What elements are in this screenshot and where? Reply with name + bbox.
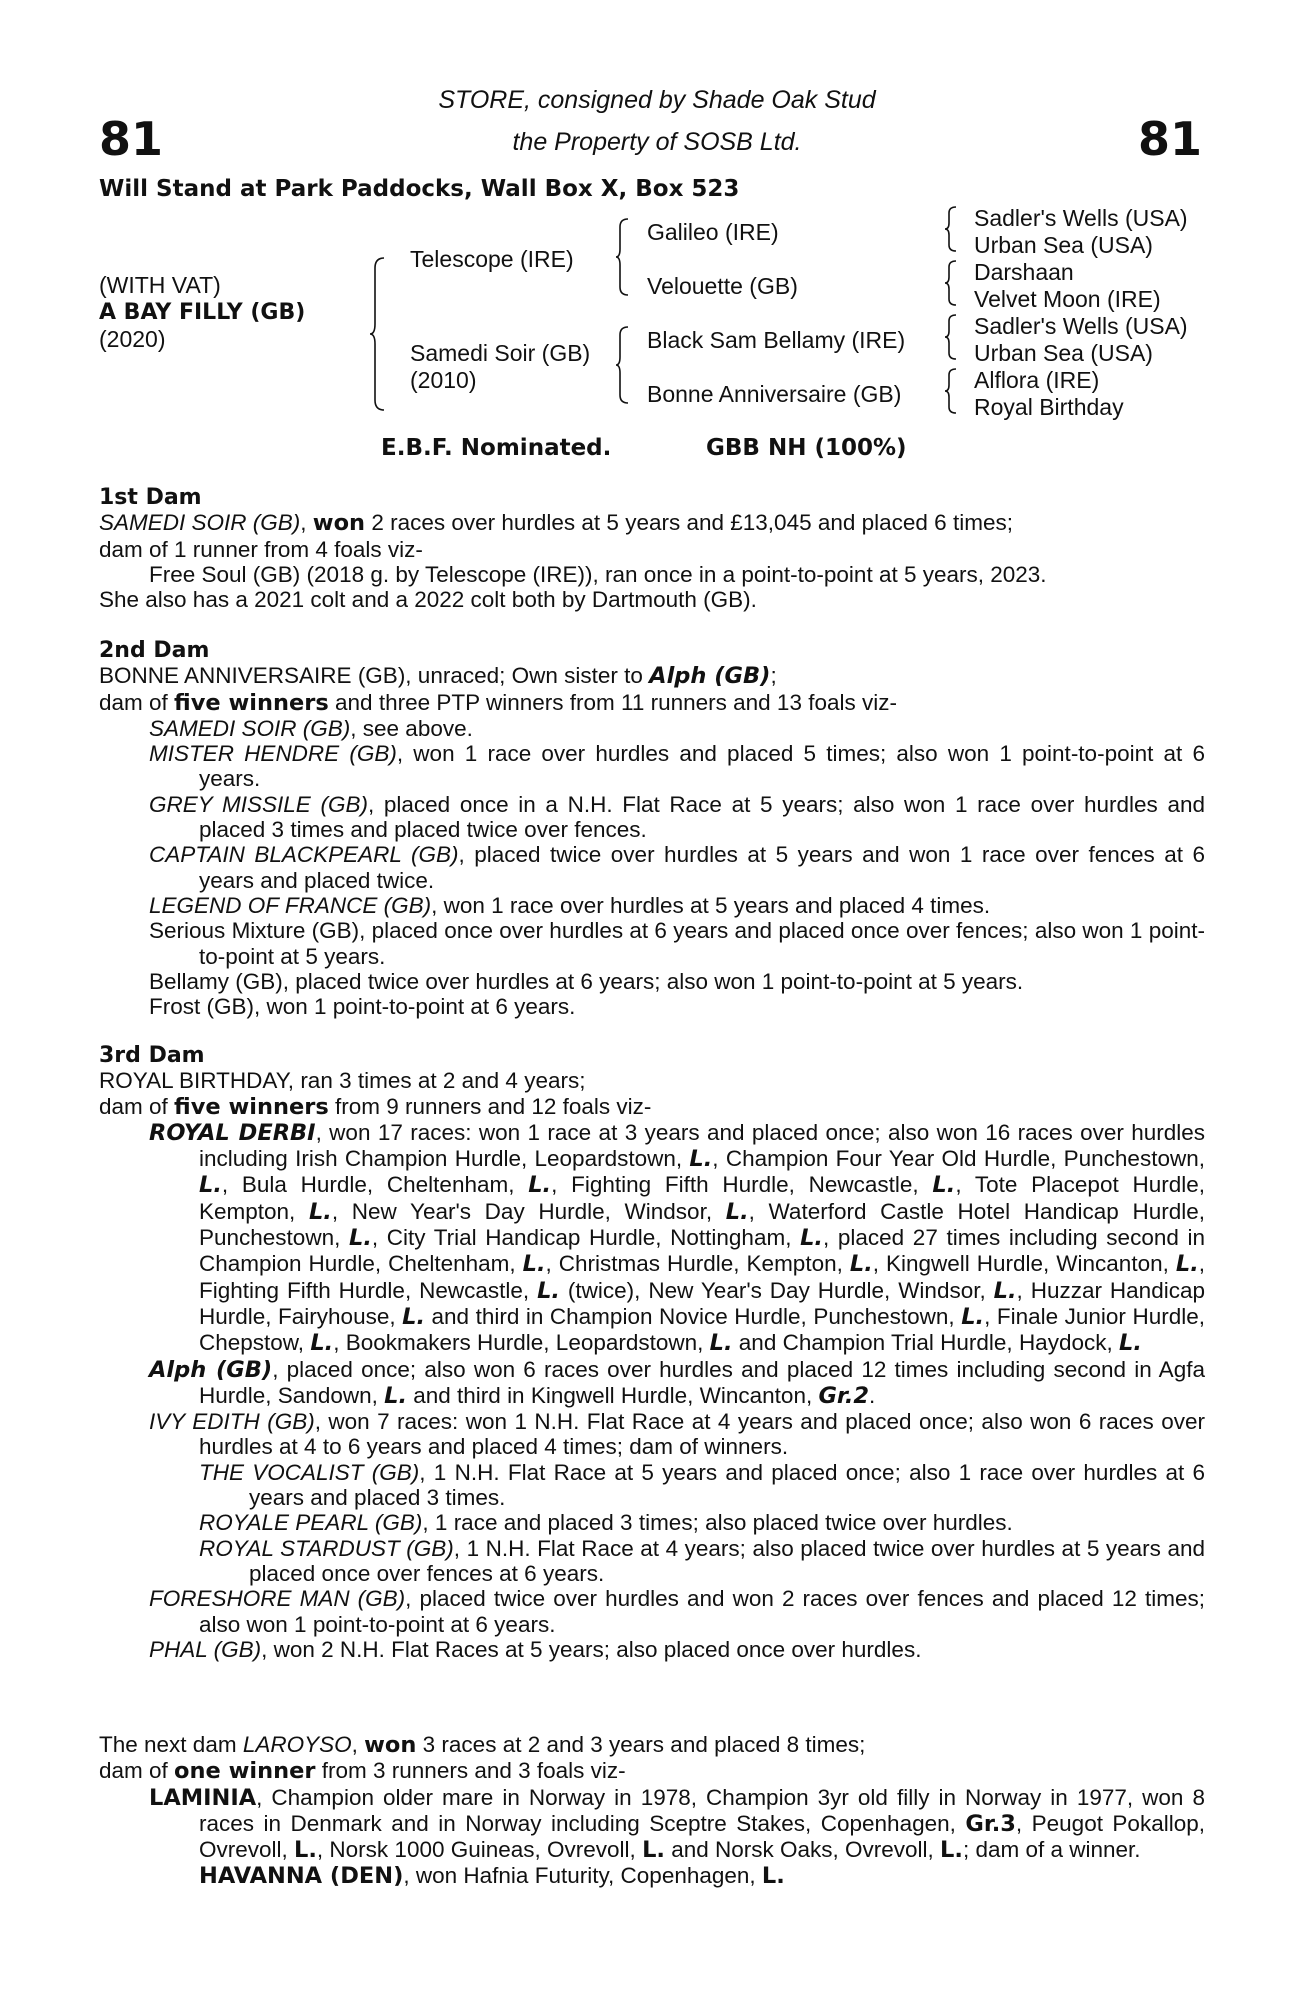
list-item (149, 741, 1205, 792)
third-dam-produce-a: dam of (99, 1093, 175, 1119)
foal-text: Bellamy (GB), placed twice over hurdles at 6 years; also won 1 point-to-point at 5 years. (149, 968, 1024, 994)
pedigree-gg-3: Darshaan (974, 259, 1074, 285)
next-dam-name: LAROYSO (242, 1732, 352, 1757)
rd-text: (twice), New Year's Day Hurdle, Windsor, (559, 1277, 994, 1303)
second-dam-intro-end: ; (770, 663, 777, 689)
next-dam-produce-a: dam of (99, 1758, 175, 1784)
pedigree-sire: Telescope (IRE) (410, 246, 574, 272)
foal-text: , 1 N.H. Flat Race at 5 years and placed once; also 1 race over hurdles at 6 years and placed 3 times. (249, 1459, 1206, 1511)
pedigree-gg-2: Urban Sea (USA) (974, 232, 1153, 258)
royal-derbi-entry (149, 1120, 1205, 1357)
list-item (149, 994, 1205, 1019)
list-item (149, 842, 1205, 893)
rd-text: , Champion Four Year Old Hurdle, Punchestown, (712, 1146, 1205, 1172)
foal-text: , placed once in a N.H. Flat Race at 5 years; also won 1 race over hurdles and placed 3 times and placed twice over fences. (199, 791, 1205, 843)
second-dam-produce-a: dam of (99, 689, 175, 715)
list-item (149, 1586, 1205, 1637)
listed-mark: L. (642, 1837, 665, 1864)
listed-mark: L. (522, 1251, 546, 1278)
next-dam-section (99, 1732, 1205, 1890)
pedigree-bracket-main (370, 256, 390, 412)
list-item (199, 1536, 1205, 1587)
foal-text: , won 1 race over hurdles and placed 5 times; also won 1 point-to-point at 6 years. (199, 741, 1205, 792)
list-item (149, 918, 1205, 969)
foal-text: , placed twice over hurdles at 5 years and won 1 race over fences at 6 years and placed twice. (199, 842, 1205, 893)
pedigree-bracket-gg1 (945, 205, 961, 253)
first-dam-section: 1st Dam SAMEDI SOIR (GB), won 2 races over hurdles at 5 years and £13,045 and placed 6 times; dam of 1 runner from 4 foals viz- Free Soul (GB) (2018 g. by Telescope (IRE)), ran once in a point-to-point at 5 years, 2023. She also has a 2021 colt and a 2022 colt both by Dartmouth (GB). (99, 485, 1205, 612)
pedigree-bracket-gg2 (945, 259, 961, 307)
foal-text: , see above. (350, 715, 473, 741)
second-dam-produce-b: five winners (174, 689, 329, 716)
rd-text: , Christmas Hurdle, Kempton, (545, 1251, 850, 1277)
rd-text: , Tote Placepot Hurdle, Kempton, (199, 1172, 1205, 1224)
third-dam-heading: 3rd Dam (99, 1043, 205, 1068)
foal-name: GREY MISSILE (GB) (149, 791, 368, 817)
listed-mark: L. (800, 1225, 823, 1252)
pedigree-gg-7: Alflora (IRE) (974, 367, 1100, 393)
foal-name: PHAL (GB) (149, 1636, 262, 1662)
grade-mark: Gr.2 (818, 1382, 870, 1409)
laminia-entry (149, 1785, 1205, 1864)
gbb-status: GBB NH (100%) (706, 435, 907, 461)
listed-mark: L. (384, 1382, 407, 1409)
rd-text: , won 17 races: won 1 race at 3 years and placed once; also won 16 races over hurdles including Irish Champion Hurdle, Leopardstown, (199, 1119, 1206, 1172)
listed-mark: L. (310, 1330, 334, 1357)
rd-text: and Champion Trial Hurdle, Haydock, (732, 1330, 1119, 1356)
alph-entry (149, 1357, 1205, 1410)
rd-text: , placed 27 times including second in Champion Hurdle, Cheltenham, (199, 1225, 1206, 1277)
listed-mark: L. (932, 1172, 956, 1199)
pedigree-gg-5: Sadler's Wells (USA) (974, 313, 1188, 339)
rd-text: , Kingwell Hurdle, Wincanton, (872, 1251, 1176, 1277)
alph-end: . (869, 1382, 876, 1408)
second-dam-section (99, 638, 1205, 1019)
next-dam-c: 3 races at 2 and 3 years and placed 8 times; (416, 1732, 866, 1757)
foal-text: Frost (GB), won 1 point-to-point at 6 years. (149, 994, 576, 1020)
ebf-nominated: E.B.F. Nominated. (381, 435, 612, 461)
alph-text: and third in Kingwell Hurdle, Wincanton, (407, 1382, 819, 1408)
foal-name: SAMEDI SOIR (GB) (149, 715, 351, 741)
first-dam-produce: dam of 1 runner from 4 foals viz- (99, 536, 423, 562)
rd-text: , Fighting Fifth Hurdle, Newcastle, (551, 1172, 933, 1198)
listed-mark: L. (725, 1198, 749, 1225)
listed-mark: L. (402, 1303, 426, 1330)
rd-text: , Waterford Castle Hotel Handicap Hurdle, Punchestown, (199, 1198, 1205, 1251)
rd-text: , New Year's Day Hurdle, Windsor, (331, 1198, 726, 1224)
second-dam-heading: 2nd Dam (99, 638, 210, 663)
pedigree-dam-year: (2010) (410, 367, 477, 393)
second-dam-produce-c: and three PTP winners from 11 runners and 13 foals viz- (328, 689, 897, 715)
list-item (149, 969, 1205, 994)
pedigree-dam-sire: Black Sam Bellamy (IRE) (647, 327, 906, 353)
foal-text: , 1 N.H. Flat Race at 4 years; also placed twice over hurdles at 5 years and placed once over fences at 6 years. (249, 1535, 1206, 1586)
havanna-text: , won Hafnia Futurity, Copenhagen, (403, 1863, 762, 1889)
laminia-text: and Norsk Oaks, Ovrevoll, (664, 1837, 941, 1863)
vat-label: (WITH VAT) (99, 272, 221, 298)
list-item (149, 792, 1205, 843)
first-dam-heading: 1st Dam (99, 485, 202, 510)
foal-name: MISTER HENDRE (GB) (149, 741, 397, 767)
pedigree-bracket-gg3 (945, 313, 961, 361)
next-dam-produce-c: from 3 runners and 3 foals viz- (315, 1758, 626, 1784)
rd-text: , Fighting Fifth Hurdle, Newcastle, (199, 1251, 1206, 1303)
lot-number-right: 81 (1137, 112, 1202, 166)
first-dam-foal: Free Soul (GB) (2018 g. by Telescope (IRE)), ran once in a point-to-point at 5 years, 2023. (149, 561, 1047, 587)
listed-mark: L. (1118, 1330, 1142, 1357)
foal-text: , placed twice over hurdles and won 2 races over fences and placed 12 times; also won 1 point-to-point at 6 years. (199, 1586, 1205, 1637)
next-dam-b: , (351, 1732, 365, 1757)
listed-mark: L. (348, 1225, 372, 1252)
rd-text: , City Trial Handicap Hurdle, Nottingham, (371, 1225, 801, 1251)
pedigree-dam: Samedi Soir (GB) (410, 340, 591, 366)
royal-derbi-name: ROYAL DERBI (149, 1119, 316, 1146)
next-dam-produce-b: one winner (174, 1758, 316, 1785)
rd-text: , Bookmakers Hurdle, Leopardstown, (333, 1330, 710, 1356)
list-item (149, 716, 1205, 741)
listed-mark: L. (528, 1172, 552, 1199)
listed-mark: L. (199, 1172, 222, 1199)
pedigree-bracket-gg4 (945, 367, 961, 415)
laminia-text: ; dam of a winner. (962, 1837, 1141, 1863)
listed-mark: L. (689, 1146, 713, 1173)
pedigree-gg-1: Sadler's Wells (USA) (974, 205, 1188, 231)
first-dam-name: SAMEDI SOIR (GB) (99, 510, 301, 536)
havanna-name: HAVANNA (DEN) (199, 1863, 404, 1890)
pedigree-sire-dam: Velouette (GB) (647, 273, 798, 299)
foal-name: CAPTAIN BLACKPEARL (GB) (149, 842, 459, 868)
foal-text: Serious Mixture (GB), placed once over hurdles at 6 years and placed once over fences; also won 1 point-to-point at 5 years. (149, 918, 1205, 969)
listed-mark: L. (709, 1330, 733, 1357)
list-item (199, 1460, 1205, 1511)
listed-mark: L. (308, 1198, 332, 1225)
lot-number-left: 81 (99, 112, 164, 166)
rd-text: , Huzzar Handicap Hurdle, Fairyhouse, (199, 1277, 1205, 1329)
laminia-text: , Champion older mare in Norway in 1978, Champion 3yr old filly in Norway in 1977, won 8 races in Denmark and in Norway including Sceptre Stakes, Copenhagen, (199, 1784, 1205, 1836)
pedigree-gg-4: Velvet Moon (IRE) (974, 286, 1161, 312)
pedigree-gg-6: Urban Sea (USA) (974, 340, 1153, 366)
first-dam-also: She also has a 2021 colt and a 2022 colt both by Dartmouth (GB). (99, 587, 757, 613)
foal-name: FORESHORE MAN (GB) (149, 1586, 406, 1612)
ivy-entry (149, 1409, 1205, 1460)
listed-mark: L. (1175, 1251, 1199, 1278)
list-item (199, 1510, 1205, 1535)
foal-name: THE VOCALIST (GB) (199, 1459, 420, 1485)
grade-mark: Gr.3 (965, 1810, 1016, 1837)
alph-text: , placed once; also won 6 races over hurdles and placed 12 times including second in Agfa Hurdle, Sandown, (199, 1356, 1205, 1408)
pedigree-gg-8: Royal Birthday (974, 394, 1124, 420)
listed-mark: L. (294, 1837, 317, 1864)
pedigree-bracket-dam (616, 325, 634, 405)
third-dam-section (99, 1043, 1205, 1662)
havanna-entry (199, 1863, 1205, 1889)
second-dam-intro: BONNE ANNIVERSAIRE (GB), unraced; Own sister to (99, 663, 650, 689)
next-dam-won: won (364, 1732, 417, 1758)
pedigree-dam-dam: Bonne Anniversaire (GB) (647, 381, 902, 407)
pedigree-sire-sire: Galileo (IRE) (647, 219, 779, 245)
listed-mark: L. (940, 1837, 963, 1864)
first-dam-won: won (312, 510, 366, 537)
ivy-name: IVY EDITH (GB) (149, 1409, 315, 1435)
next-dam-a: The next dam (99, 1732, 243, 1757)
listed-mark: L. (537, 1277, 560, 1304)
listed-mark: L. (993, 1277, 1017, 1304)
foal-name: ROYALE PEARL (GB) (199, 1510, 423, 1536)
foal-text: , won 2 N.H. Flat Races at 5 years; also placed once over hurdles. (261, 1636, 922, 1662)
pedigree-bracket-sire (616, 217, 634, 297)
listed-mark: L. (761, 1863, 785, 1890)
rd-text: , Finale Junior Hurdle, Chepstow, (199, 1303, 1205, 1356)
consignor-line-1: STORE, consigned by Shade Oak Stud (438, 86, 876, 114)
third-dam-intro: ROYAL BIRTHDAY, ran 3 times at 2 and 4 years; (99, 1068, 586, 1094)
rd-text: , Bula Hurdle, Cheltenham, (221, 1172, 529, 1198)
stand-location: Will Stand at Park Paddocks, Wall Box X, Box 523 (99, 176, 740, 202)
laminia-text: , Norsk 1000 Guineas, Ovrevoll, (316, 1837, 643, 1863)
third-dam-produce-b: five winners (174, 1093, 329, 1120)
laminia-name: LAMINIA (149, 1784, 257, 1811)
third-dam-produce-c: from 9 runners and 12 foals viz- (328, 1093, 652, 1119)
foal-name: LEGEND OF FRANCE (GB) (149, 892, 432, 918)
alph-name: Alph (GB) (149, 1356, 273, 1383)
listed-mark: L. (961, 1303, 985, 1330)
horse-year: (2020) (99, 326, 166, 352)
list-item (149, 893, 1205, 918)
second-dam-sister: Alph (GB) (649, 663, 771, 690)
first-dam-record: 2 races over hurdles at 5 years and £13,045 and placed 6 times; (365, 510, 1013, 536)
listed-mark: L. (849, 1251, 873, 1278)
ivy-text: , won 7 races: won 1 N.H. Flat Race at 4 years and placed once; also won 6 races over hurdles at 4 to 6 years and placed 4 times; dam of winners. (199, 1409, 1205, 1460)
horse-description: A BAY FILLY (GB) (99, 300, 306, 325)
foal-text: , won 1 race over hurdles at 5 years and placed 4 times. (431, 892, 991, 918)
rd-text: and third in Champion Novice Hurdle, Punchestown, (425, 1303, 962, 1329)
foal-name: ROYAL STARDUST (GB) (199, 1535, 454, 1561)
foal-text: , 1 race and placed 3 times; also placed twice over hurdles. (422, 1510, 1013, 1536)
consignor-line-2: the Property of SOSB Ltd. (512, 128, 802, 156)
laminia-text: , Peugot Pokallop, Ovrevoll, (199, 1810, 1205, 1863)
list-item (149, 1637, 1205, 1662)
